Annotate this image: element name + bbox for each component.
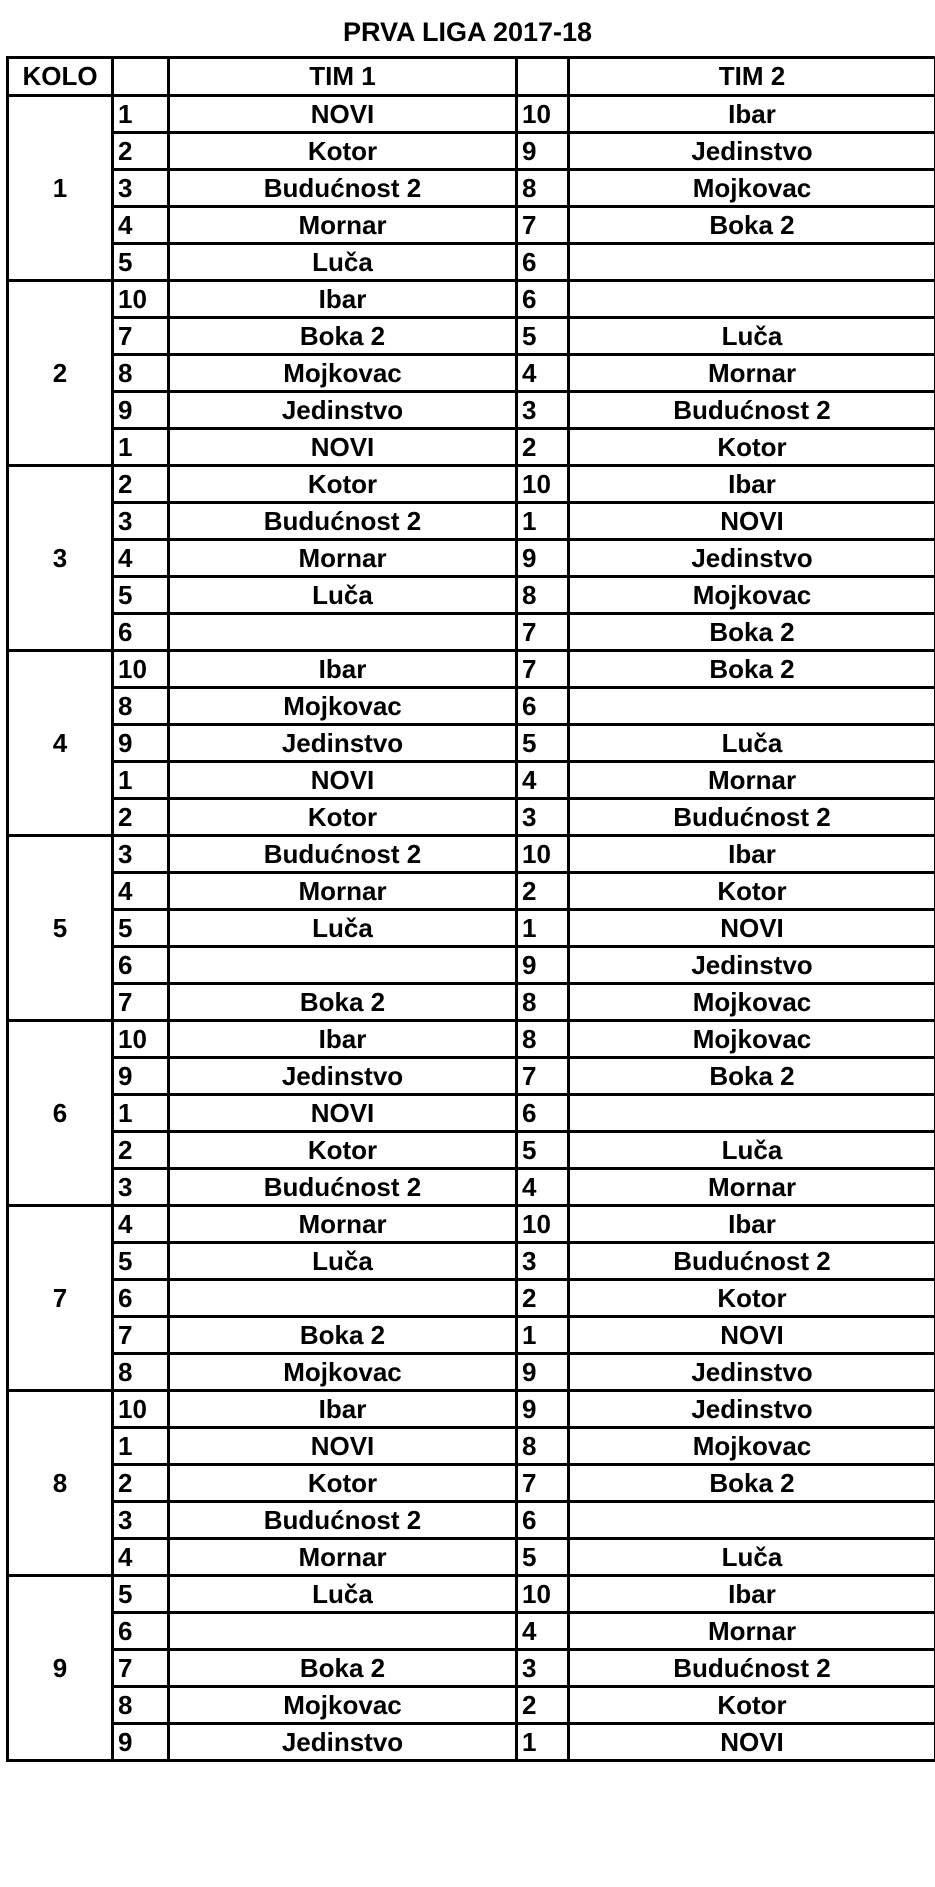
- team2-name: Kotor: [569, 1280, 935, 1317]
- match-row: [8, 355, 935, 392]
- match-row: [8, 96, 935, 133]
- team1-number: 1: [113, 96, 169, 133]
- team1-number: 8: [113, 1354, 169, 1391]
- team2-number: 4: [517, 1169, 569, 1206]
- team1-number: 4: [113, 873, 169, 910]
- match-row: [8, 1539, 935, 1576]
- round-number: 7: [8, 1206, 113, 1391]
- match-row: [8, 540, 935, 577]
- team1-name: NOVI: [169, 429, 517, 466]
- team2-number: 4: [517, 762, 569, 799]
- team1-number: 10: [113, 281, 169, 318]
- team2-number: 4: [517, 1613, 569, 1650]
- team2-name: Luča: [569, 318, 935, 355]
- round-number: 6: [8, 1021, 113, 1206]
- team1-name: Mornar: [169, 1206, 517, 1243]
- match-row: [8, 688, 935, 725]
- team1-number: 2: [113, 1132, 169, 1169]
- team2-number: 7: [517, 1058, 569, 1095]
- team1-name: Jedinstvo: [169, 392, 517, 429]
- team2-number: 5: [517, 1132, 569, 1169]
- team1-name: Ibar: [169, 1391, 517, 1428]
- team1-name: NOVI: [169, 1095, 517, 1132]
- match-row: [8, 244, 935, 281]
- schedule-table: [6, 56, 935, 1762]
- team1-name: NOVI: [169, 762, 517, 799]
- team1-name: Kotor: [169, 1132, 517, 1169]
- team1-name: Jedinstvo: [169, 1058, 517, 1095]
- team2-name: Budućnost 2: [569, 1650, 935, 1687]
- team2-number: 7: [517, 207, 569, 244]
- team1-number: 6: [113, 1280, 169, 1317]
- team2-name: Mojkovac: [569, 1021, 935, 1058]
- team1-number: 5: [113, 1576, 169, 1613]
- team2-number: 1: [517, 1317, 569, 1354]
- team1-number: 5: [113, 910, 169, 947]
- team1-number: 3: [113, 170, 169, 207]
- team2-name: [569, 244, 935, 281]
- team2-name: Boka 2: [569, 1465, 935, 1502]
- team1-number: 7: [113, 1650, 169, 1687]
- team1-number: 1: [113, 1428, 169, 1465]
- match-row: [8, 1576, 935, 1613]
- team2-number: 2: [517, 1280, 569, 1317]
- team1-name: Ibar: [169, 651, 517, 688]
- team1-name: Mornar: [169, 207, 517, 244]
- team1-name: Luča: [169, 577, 517, 614]
- team2-name: Jedinstvo: [569, 133, 935, 170]
- team2-number: 5: [517, 1539, 569, 1576]
- team2-name: Jedinstvo: [569, 1354, 935, 1391]
- team2-name: Ibar: [569, 96, 935, 133]
- team2-number: 8: [517, 577, 569, 614]
- team1-name: Boka 2: [169, 984, 517, 1021]
- team2-name: Mojkovac: [569, 170, 935, 207]
- team1-number: 5: [113, 1243, 169, 1280]
- round-number: 5: [8, 836, 113, 1021]
- team2-name: Boka 2: [569, 651, 935, 688]
- round-number: 8: [8, 1391, 113, 1576]
- team2-number: 6: [517, 688, 569, 725]
- team2-name: NOVI: [569, 1724, 935, 1761]
- match-row: [8, 1317, 935, 1354]
- match-row: [8, 429, 935, 466]
- team2-name: Kotor: [569, 1687, 935, 1724]
- team2-number: 9: [517, 1354, 569, 1391]
- round-number: 1: [8, 96, 113, 281]
- match-row: [8, 1502, 935, 1539]
- team2-name: Ibar: [569, 466, 935, 503]
- team2-name: Mojkovac: [569, 1428, 935, 1465]
- team1-name: NOVI: [169, 1428, 517, 1465]
- match-row: [8, 799, 935, 836]
- team2-number: 3: [517, 392, 569, 429]
- team2-number: 2: [517, 873, 569, 910]
- match-row: [8, 873, 935, 910]
- match-row: [8, 1354, 935, 1391]
- team2-name: Budućnost 2: [569, 1243, 935, 1280]
- team1-number: 2: [113, 466, 169, 503]
- match-row: [8, 651, 935, 688]
- team2-number: 1: [517, 1724, 569, 1761]
- team2-name: Mornar: [569, 762, 935, 799]
- team2-number: 7: [517, 651, 569, 688]
- team2-name: Boka 2: [569, 614, 935, 651]
- team1-name: [169, 947, 517, 984]
- team2-number: 8: [517, 1021, 569, 1058]
- round-number: 2: [8, 281, 113, 466]
- team1-name: Kotor: [169, 799, 517, 836]
- match-row: [8, 281, 935, 318]
- team2-number: 10: [517, 96, 569, 133]
- match-row: [8, 1650, 935, 1687]
- team1-number: 3: [113, 1502, 169, 1539]
- team2-number: 8: [517, 170, 569, 207]
- match-row: [8, 614, 935, 651]
- team1-name: Mojkovac: [169, 688, 517, 725]
- team2-number: 1: [517, 910, 569, 947]
- team1-name: Kotor: [169, 133, 517, 170]
- team2-number: 5: [517, 318, 569, 355]
- team2-number: 9: [517, 133, 569, 170]
- team2-number: 7: [517, 614, 569, 651]
- team2-number: 5: [517, 725, 569, 762]
- team2-name: Mojkovac: [569, 577, 935, 614]
- team1-number: 10: [113, 651, 169, 688]
- team1-name: Luča: [169, 1576, 517, 1613]
- team1-number: 9: [113, 725, 169, 762]
- team2-name: Ibar: [569, 1576, 935, 1613]
- team2-name: Boka 2: [569, 207, 935, 244]
- team2-number: 7: [517, 1465, 569, 1502]
- team1-name: Mornar: [169, 540, 517, 577]
- team1-number: 7: [113, 984, 169, 1021]
- team1-number: 4: [113, 1539, 169, 1576]
- team1-number: 6: [113, 947, 169, 984]
- match-row: [8, 725, 935, 762]
- team1-number: 1: [113, 1095, 169, 1132]
- header-num1: [113, 58, 169, 96]
- match-row: [8, 836, 935, 873]
- team2-name: Budućnost 2: [569, 799, 935, 836]
- team1-number: 1: [113, 762, 169, 799]
- match-row: [8, 1280, 935, 1317]
- match-row: [8, 1132, 935, 1169]
- team1-number: 10: [113, 1021, 169, 1058]
- match-row: [8, 947, 935, 984]
- team2-name: Luča: [569, 725, 935, 762]
- team2-number: 9: [517, 540, 569, 577]
- team2-number: 3: [517, 1243, 569, 1280]
- team2-number: 6: [517, 244, 569, 281]
- team1-name: [169, 614, 517, 651]
- team2-name: Budućnost 2: [569, 392, 935, 429]
- team1-name: Boka 2: [169, 1317, 517, 1354]
- team1-number: 7: [113, 1317, 169, 1354]
- round-number: 3: [8, 466, 113, 651]
- match-row: [8, 577, 935, 614]
- match-row: [8, 1613, 935, 1650]
- team2-name: Luča: [569, 1539, 935, 1576]
- match-row: [8, 1169, 935, 1206]
- team1-number: 9: [113, 392, 169, 429]
- team2-name: [569, 281, 935, 318]
- team1-name: NOVI: [169, 96, 517, 133]
- team1-name: Jedinstvo: [169, 1724, 517, 1761]
- team2-name: Mojkovac: [569, 984, 935, 1021]
- team2-name: [569, 1095, 935, 1132]
- team2-name: Jedinstvo: [569, 540, 935, 577]
- team2-number: 10: [517, 836, 569, 873]
- team2-number: 9: [517, 1391, 569, 1428]
- team2-name: Mornar: [569, 355, 935, 392]
- team1-name: Ibar: [169, 1021, 517, 1058]
- team1-name: Mornar: [169, 1539, 517, 1576]
- team2-number: 1: [517, 503, 569, 540]
- team1-number: 9: [113, 1058, 169, 1095]
- team1-number: 5: [113, 244, 169, 281]
- team1-number: 10: [113, 1391, 169, 1428]
- team1-name: [169, 1613, 517, 1650]
- team2-name: Mornar: [569, 1613, 935, 1650]
- team1-number: 3: [113, 1169, 169, 1206]
- team2-name: [569, 688, 935, 725]
- team1-number: 5: [113, 577, 169, 614]
- team2-number: 9: [517, 947, 569, 984]
- match-row: [8, 984, 935, 1021]
- team2-name: Ibar: [569, 836, 935, 873]
- match-row: [8, 318, 935, 355]
- match-row: [8, 133, 935, 170]
- team1-name: Budućnost 2: [169, 1169, 517, 1206]
- team1-number: 6: [113, 614, 169, 651]
- team1-number: 9: [113, 1724, 169, 1761]
- team1-name: Kotor: [169, 466, 517, 503]
- team1-name: Ibar: [169, 281, 517, 318]
- team1-number: 2: [113, 799, 169, 836]
- header-kolo: KOLO: [8, 58, 113, 96]
- team2-number: 6: [517, 281, 569, 318]
- team2-number: 10: [517, 1206, 569, 1243]
- team1-name: Kotor: [169, 1465, 517, 1502]
- page-title: PRVA LIGA 2017-18: [342, 17, 593, 47]
- match-row: [8, 1095, 935, 1132]
- team1-number: 3: [113, 503, 169, 540]
- team2-name: NOVI: [569, 1317, 935, 1354]
- match-row: [8, 392, 935, 429]
- team2-name: Jedinstvo: [569, 1391, 935, 1428]
- team2-number: 6: [517, 1502, 569, 1539]
- header-tim1: TIM 1: [169, 58, 517, 96]
- team2-name: [569, 1502, 935, 1539]
- header-tim2: TIM 2: [569, 58, 935, 96]
- team2-number: 10: [517, 1576, 569, 1613]
- team1-name: Mojkovac: [169, 1354, 517, 1391]
- round-number: 9: [8, 1576, 113, 1761]
- team1-name: Mojkovac: [169, 1687, 517, 1724]
- match-row: [8, 170, 935, 207]
- match-row: [8, 207, 935, 244]
- team1-name: Budućnost 2: [169, 1502, 517, 1539]
- team1-name: [169, 1280, 517, 1317]
- match-row: [8, 1206, 935, 1243]
- team1-number: 7: [113, 318, 169, 355]
- match-row: [8, 1021, 935, 1058]
- match-row: [8, 1724, 935, 1761]
- header-num2: [517, 58, 569, 96]
- team2-name: Luča: [569, 1132, 935, 1169]
- team1-name: Jedinstvo: [169, 725, 517, 762]
- team2-name: NOVI: [569, 910, 935, 947]
- match-row: [8, 762, 935, 799]
- match-row: [8, 1465, 935, 1502]
- team2-number: 2: [517, 1687, 569, 1724]
- team2-number: 4: [517, 355, 569, 392]
- team2-number: 10: [517, 466, 569, 503]
- team2-name: NOVI: [569, 503, 935, 540]
- team2-name: Kotor: [569, 873, 935, 910]
- match-row: [8, 1391, 935, 1428]
- team1-number: 4: [113, 540, 169, 577]
- header-row: [8, 58, 935, 96]
- match-row: [8, 1687, 935, 1724]
- team2-number: 3: [517, 1650, 569, 1687]
- team1-number: 2: [113, 1465, 169, 1502]
- team2-name: Kotor: [569, 429, 935, 466]
- team1-name: Budućnost 2: [169, 503, 517, 540]
- team1-name: Luča: [169, 910, 517, 947]
- team1-number: 1: [113, 429, 169, 466]
- match-row: [8, 503, 935, 540]
- team1-name: Mornar: [169, 873, 517, 910]
- team1-number: 4: [113, 1206, 169, 1243]
- match-row: [8, 910, 935, 947]
- team1-name: Budućnost 2: [169, 836, 517, 873]
- round-number: 4: [8, 651, 113, 836]
- team2-number: 8: [517, 1428, 569, 1465]
- team1-number: 8: [113, 688, 169, 725]
- match-row: [8, 1428, 935, 1465]
- team1-name: Boka 2: [169, 1650, 517, 1687]
- team2-name: Ibar: [569, 1206, 935, 1243]
- schedule-body: [8, 58, 935, 1761]
- team2-name: Jedinstvo: [569, 947, 935, 984]
- match-row: [8, 1058, 935, 1095]
- team2-number: 6: [517, 1095, 569, 1132]
- team1-name: Boka 2: [169, 318, 517, 355]
- team1-number: 3: [113, 836, 169, 873]
- team1-name: Budućnost 2: [169, 170, 517, 207]
- match-row: [8, 1243, 935, 1280]
- team2-number: 2: [517, 429, 569, 466]
- team2-number: 3: [517, 799, 569, 836]
- team1-name: Luča: [169, 1243, 517, 1280]
- team2-name: Boka 2: [569, 1058, 935, 1095]
- team1-number: 8: [113, 355, 169, 392]
- team1-name: Mojkovac: [169, 355, 517, 392]
- team1-number: 4: [113, 207, 169, 244]
- team1-number: 8: [113, 1687, 169, 1724]
- team1-name: Luča: [169, 244, 517, 281]
- team2-name: Mornar: [569, 1169, 935, 1206]
- team2-number: 8: [517, 984, 569, 1021]
- team1-number: 2: [113, 133, 169, 170]
- match-row: [8, 466, 935, 503]
- team1-number: 6: [113, 1613, 169, 1650]
